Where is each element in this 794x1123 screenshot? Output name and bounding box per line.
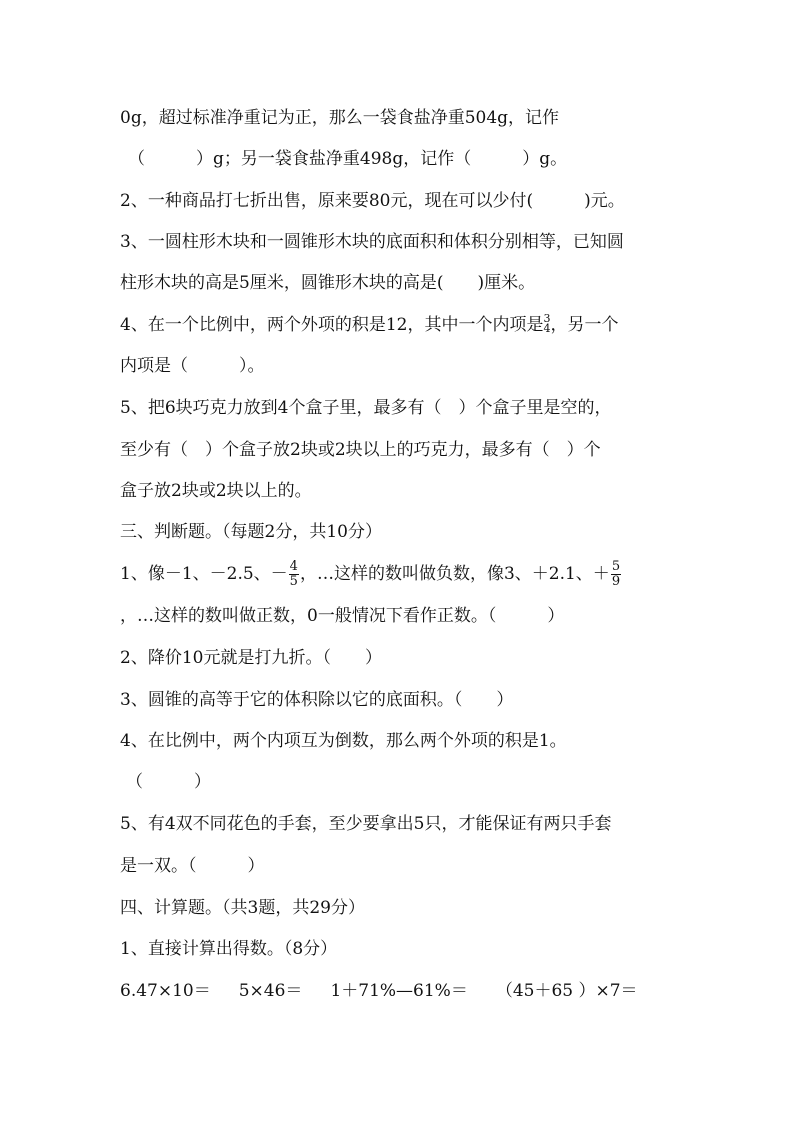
part3-q5-line2: 是一双。（ ） [120,856,265,876]
part4-q1-title: 1、直接计算出得数。（8分） [120,939,338,959]
part2-q4-text-a: 4、在一个比例中，两个外项的积是12，其中一个内项是 [120,315,544,335]
fraction-numerator: 5 [611,559,621,574]
fraction-denominator: 4 [543,322,551,335]
fraction-denominator: 5 [289,574,298,589]
fraction-denominator: 9 [611,574,621,589]
part3-q2: 2、降价10元就是打九折。（ ） [120,648,382,668]
part2-q2: 2、一种商品打七折出售，原来要80元，现在可以少付( )元。 [120,191,625,211]
part2-q5-line2: 至少有（ ）个盒子放2块或2块以上的巧克力，最多有（ ）个 [120,440,601,460]
part3-q1-fraction-1 [289,560,299,589]
part2-q4-line2: 内项是（ ）。 [120,356,265,376]
fraction-numerator: 3 [543,312,551,325]
part3-q5-line1: 5、有4双不同花色的手套，至少要拿出5只，才能保证有两只手套 [120,814,612,834]
calc-item-1: 6.47×10＝ [120,981,211,1001]
part4-heading: 四、计算题。（共3题，共29分） [120,898,365,918]
part3-q1-fraction-2 [611,560,621,589]
part2-q4-fraction [543,314,550,334]
part2-q5-line3: 盒子放2块或2块以上的。 [120,481,312,501]
part3-heading: 三、判断题。（每题2分，共10分） [120,522,382,542]
part2-q4-line1 [120,314,618,336]
part3-q4-line1: 4、在比例中，两个内项互为倒数，那么两个外项的积是1。 [120,731,567,751]
part2-q4-text-b: ，另一个 [550,315,619,335]
calc-item-3: 1＋71%—61%＝ [330,981,468,1001]
part3-q1-line2: ，…这样的数叫做正数，0一般情况下看作正数。（ ） [120,606,565,626]
part3-q1-line1 [120,560,622,589]
part2-q5-line1: 5、把6块巧克力放到4个盒子里，最多有（ ）个盒子里是空的， [120,398,612,418]
part3-q4-line2: （ ） [126,772,211,792]
part4-calc-row [120,980,638,1002]
part3-q1-text-b: ，…这样的数叫做负数，像3、＋2.1、＋ [299,564,610,584]
part2-q3-line1: 3、一圆柱形木块和一圆锥形木块的底面积和体积分别相等，已知圆 [120,232,624,252]
part3-q1-text-a: 1、像－1、－2.5、－ [120,564,288,584]
part2-q1-line2: （ ）g；另一袋食盐净重498g，记作（ ）g。 [128,149,568,169]
calc-item-2: 5×46＝ [238,981,303,1001]
fraction-numerator: 4 [289,559,298,574]
calc-item-4: （45＋65 ）×7＝ [495,981,638,1001]
part2-q1-line1: 0g，超过标准净重记为正，那么一袋食盐净重504g，记作 [120,108,560,128]
part2-q3-line2: 柱形木块的高是5厘米，圆锥形木块的高是( )厘米。 [120,273,536,293]
part3-q3: 3、圆锥的高等于它的体积除以它的底面积。（ ） [120,690,514,710]
